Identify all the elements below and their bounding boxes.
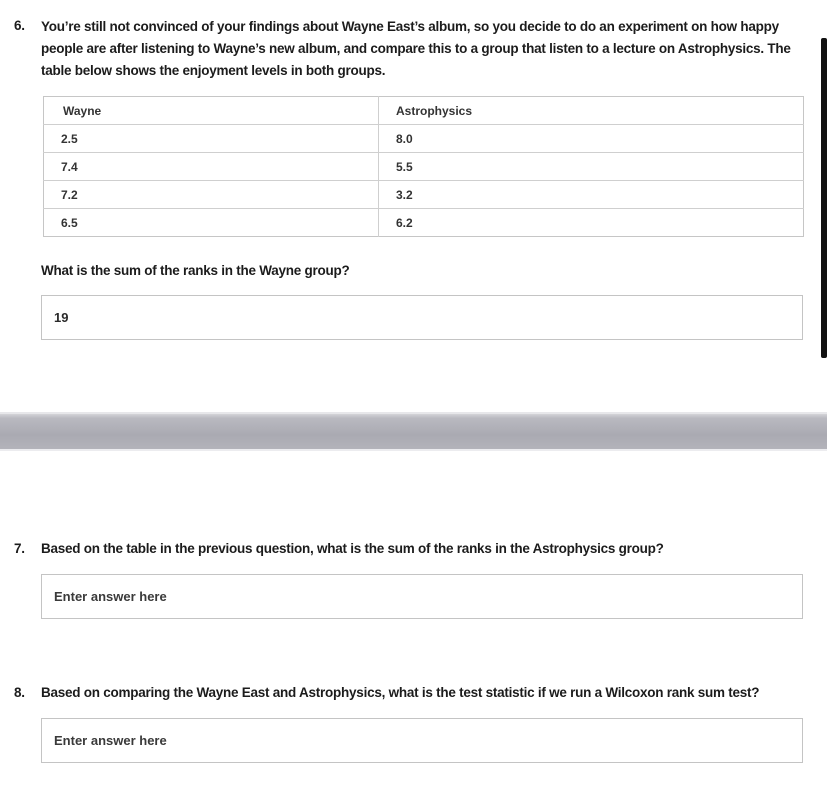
question-6-line-1: You’re still not convinced of your findings about Wayne East’s album, so you decide to do an experiment on how happy: [41, 19, 779, 34]
question-7-number: 7.: [14, 541, 25, 556]
header-wayne: Wayne: [44, 97, 379, 125]
section-divider: [0, 412, 827, 451]
wayne-rank-sum-answer-input[interactable]: [41, 295, 803, 340]
table-row: [44, 209, 804, 237]
question-6-line-2: people are after listening to Wayne’s new album, and compare this to a group that listen to a lecture on Astrophysics. The: [41, 41, 791, 56]
question-8-number: 8.: [14, 685, 25, 700]
astrophysics-rank-sum-answer-input[interactable]: [41, 574, 803, 619]
question-6-text: [41, 16, 791, 82]
enjoyment-table: [43, 96, 804, 237]
table-row: [44, 153, 804, 181]
question-7-text: Based on the table in the previous question, what is the sum of the ranks in the Astrophysics group?: [41, 541, 664, 556]
scrollbar[interactable]: [821, 38, 827, 358]
table-header-row: [44, 97, 804, 125]
cell-wayne: 7.4: [44, 153, 379, 181]
cell-astrophysics: 8.0: [379, 125, 804, 153]
test-statistic-answer-input[interactable]: [41, 718, 803, 763]
table-row: [44, 125, 804, 153]
cell-wayne: 7.2: [44, 181, 379, 209]
table-row: [44, 181, 804, 209]
cell-astrophysics: 3.2: [379, 181, 804, 209]
question-6-number: 6.: [14, 18, 25, 33]
cell-astrophysics: 6.2: [379, 209, 804, 237]
question-8-text: Based on comparing the Wayne East and Astrophysics, what is the test statistic if we run a Wilcoxon rank sum test?: [41, 685, 760, 700]
header-astrophysics: Astrophysics: [379, 97, 804, 125]
wayne-rank-sum-question: What is the sum of the ranks in the Wayne group?: [41, 263, 350, 278]
cell-wayne: 6.5: [61, 215, 78, 230]
question-6-line-3: table below shows the enjoyment levels in both groups.: [41, 63, 386, 78]
cell-astrophysics: 5.5: [379, 153, 804, 181]
cell-wayne: 2.5: [44, 125, 379, 153]
